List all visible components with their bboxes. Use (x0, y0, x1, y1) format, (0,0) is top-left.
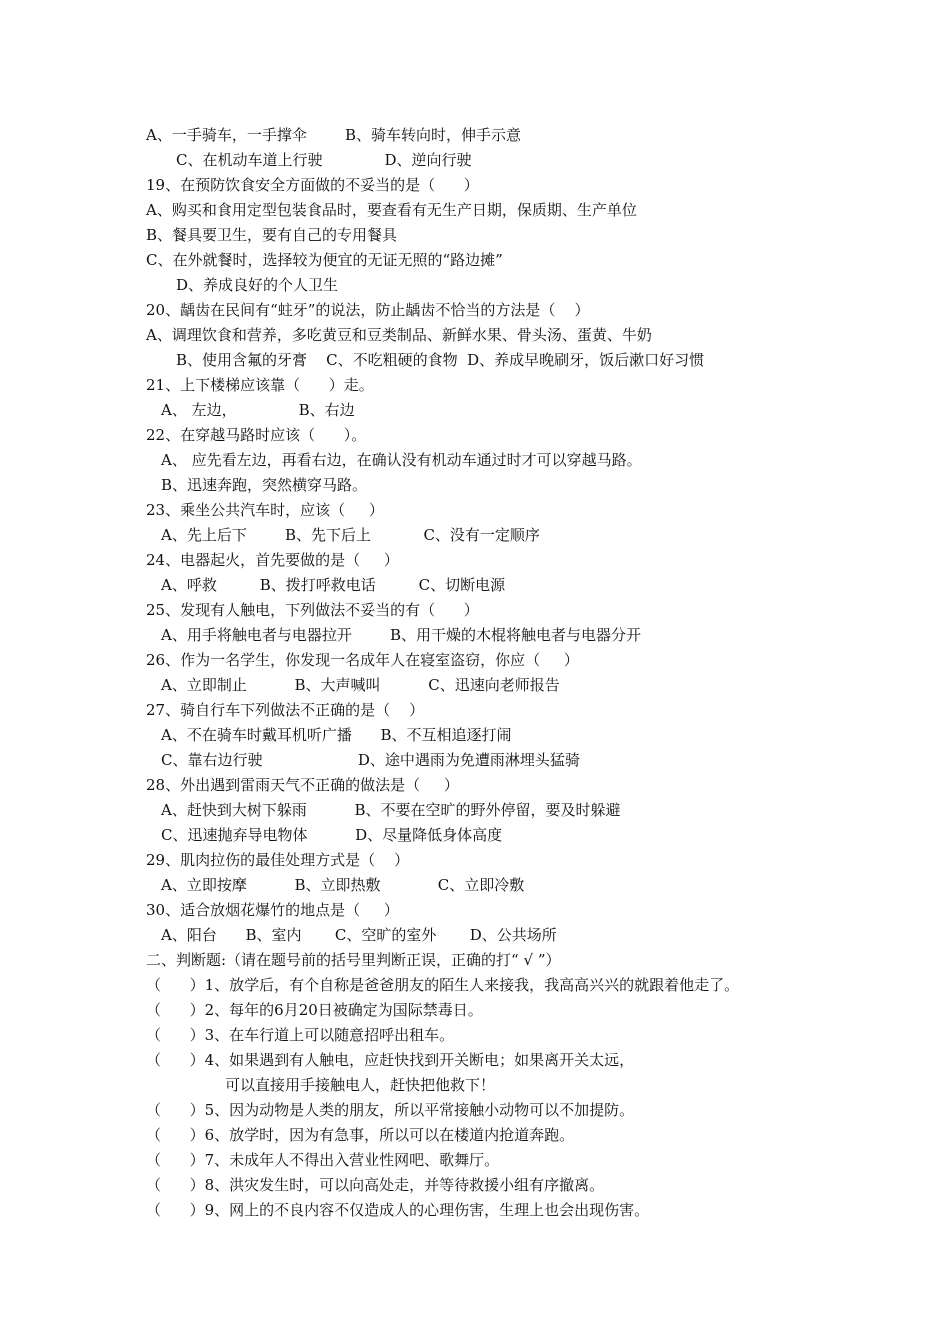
q18-options-cd: C、在机动车道上行驶 D、逆向行驶 (176, 151, 472, 169)
q22-option-a: A、 应先看左边，再看右边，在确认没有机动车通过时才可以穿越马路。 (161, 451, 642, 469)
q20-options-bcd: B、使用含氟的牙膏 C、不吃粗硬的食物 D、养成早晚刷牙，饭后漱口好习惯 (176, 351, 705, 369)
judge-item-8: （ ）8、洪灾发生时，可以向高处走，并等待救援小组有序撤离。 (146, 1176, 605, 1194)
q20-option-a: A、调理饮食和营养，多吃黄豆和豆类制品、新鲜水果、骨头汤、蛋黄、牛奶 (146, 326, 652, 344)
judge-item-6: （ ）6、放学时，因为有急事，所以可以在楼道内抢道奔跑。 (146, 1126, 575, 1144)
judge-item-7: （ ）7、未成年人不得出入营业性网吧、歌舞厅。 (146, 1151, 500, 1169)
q22-question: 22、在穿越马路时应该（ ）。 (146, 426, 367, 444)
judge-item-5: （ ）5、因为动物是人类的朋友，所以平常接触小动物可以不加提防。 (146, 1101, 635, 1119)
q18-options-ab: A、一手骑车，一手撑伞 B、骑车转向时，伸手示意 (146, 126, 522, 144)
q30-question: 30、适合放烟花爆竹的地点是（ ） (146, 901, 399, 919)
q25-options: A、用手将触电者与电器拉开 B、用干燥的木棍将触电者与电器分开 (161, 626, 642, 644)
judge-item-9: （ ）9、网上的不良内容不仅造成人的心理伤害，生理上也会出现伤害。 (146, 1201, 650, 1219)
q19-option-c: C、在外就餐时，选择较为便宜的无证无照的“路边摊” (146, 251, 503, 269)
q21-question: 21、上下楼梯应该靠（ ）走。 (146, 376, 374, 394)
q24-question: 24、电器起火，首先要做的是（ ） (146, 551, 399, 569)
judge-item-1: （ ）1、放学后，有个自称是爸爸朋友的陌生人来接我，我高高兴兴的就跟着他走了。 (146, 976, 740, 994)
q22-option-b: B、迅速奔跑，突然横穿马路。 (161, 476, 368, 494)
q29-options: A、立即按摩 B、立即热敷 C、立即冷敷 (161, 876, 525, 894)
q27-question: 27、骑自行车下列做法不正确的是（ ） (146, 701, 425, 719)
q28-options-ab: A、赶快到大树下躲雨 B、不要在空旷的野外停留，要及时躲避 (161, 801, 621, 819)
q27-options-cd: C、靠右边行驶 D、途中遇雨为免遭雨淋埋头猛骑 (161, 751, 580, 769)
q20-question: 20、龋齿在民间有“蛀牙”的说法，防止龋齿不恰当的方法是（ ） (146, 301, 590, 319)
judge-item-2: （ ）2、每年的6月20日被确定为国际禁毒日。 (146, 1001, 483, 1019)
q19-question: 19、在预防饮食安全方面做的不妥当的是（ ） (146, 176, 479, 194)
section-2-heading: 二、判断题:（请在题号前的括号里判断正误，正确的打“ √ ”） (146, 951, 561, 969)
q28-options-cd: C、迅速抛弃导电物体 D、尽量降低身体高度 (161, 826, 503, 844)
q23-options: A、先上后下 B、先下后上 C、没有一定顺序 (161, 526, 540, 544)
judge-item-4-cont: 可以直接用手接触电人，赶快把他救下！ (225, 1076, 496, 1094)
q19-option-b: B、餐具要卫生，要有自己的专用餐具 (146, 226, 398, 244)
q23-question: 23、乘坐公共汽车时，应该（ ） (146, 501, 384, 519)
q27-options-ab: A、不在骑车时戴耳机听广播 B、不互相追逐打闹 (161, 726, 512, 744)
q29-question: 29、肌肉拉伤的最佳处理方式是（ ） (146, 851, 410, 869)
q21-options: A、 左边， B、右边 (161, 401, 355, 419)
q28-question: 28、外出遇到雷雨天气不正确的做法是（ ） (146, 776, 459, 794)
q19-option-d: D、养成良好的个人卫生 (176, 276, 339, 294)
q26-options: A、立即制止 B、大声喊叫 C、迅速向老师报告 (161, 676, 560, 694)
judge-item-4: （ ）4、如果遇到有人触电，应赶快找到开关断电；如果离开关太远， (146, 1051, 635, 1069)
q26-question: 26、作为一名学生，你发现一名成年人在寝室盗窃，你应（ ） (146, 651, 579, 669)
q30-options: A、阳台 B、室内 C、空旷的室外 D、公共场所 (161, 926, 557, 944)
judge-item-3: （ ）3、在车行道上可以随意招呼出租车。 (146, 1026, 455, 1044)
q19-option-a: A、购买和食用定型包装食品时，要查看有无生产日期，保质期、生产单位 (146, 201, 637, 219)
q24-options: A、呼救 B、拨打呼救电话 C、切断电源 (161, 576, 506, 594)
q25-question: 25、发现有人触电，下列做法不妥当的有（ ） (146, 601, 479, 619)
